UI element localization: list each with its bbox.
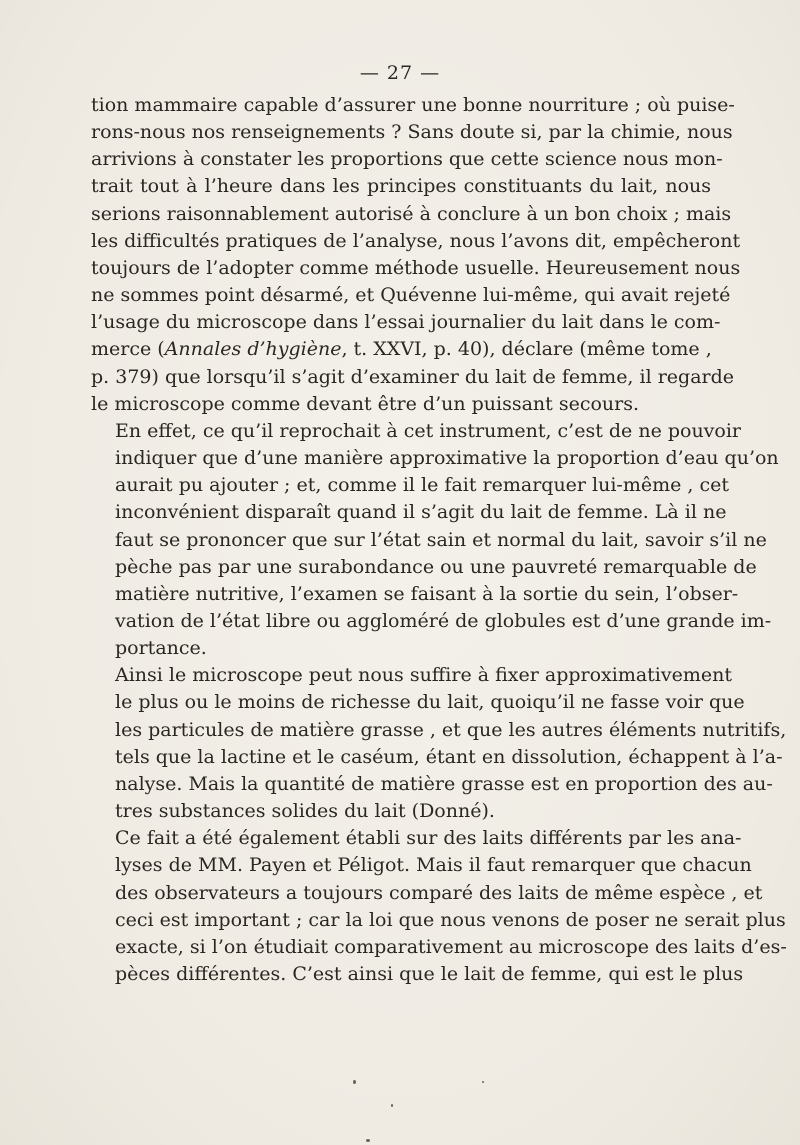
text-line: pèces différentes. C’est ainsi que le lait de femme, qui est le plus	[115, 963, 744, 985]
paragraph	[91, 662, 787, 825]
text-line: l’usage du microscope dans l’essai journalier du lait dans le com-	[91, 311, 721, 334]
journal-title: Annales d’hygiène	[164, 338, 342, 361]
text-line: faut se prononcer que sur l’état sain et normal du lait, savoir s’il ne	[115, 528, 767, 551]
text-line: ne sommes point désarmé, et Quévenne lui-même, qui avait rejeté	[91, 284, 731, 307]
page-number: — 27 —	[359, 62, 441, 84]
text-line: ceci est important ; car la loi que nous venons de poser ne serait plus	[115, 908, 786, 931]
text-line: le plus ou le moins de richesse du lait, quoiqu’il ne fasse voir que	[115, 691, 745, 714]
text-line: toujours de l’adopter comme méthode usuelle. Heureusement nous	[91, 256, 741, 279]
paragraph	[91, 825, 787, 988]
text-line: merce (Annales d’hygiène, t. XXVI, p. 40), déclare (même tome ,	[91, 338, 712, 361]
paragraph	[91, 92, 741, 418]
text-line: p. 379) que lorsqu’il s’agit d’examiner du lait de femme, il regarde	[91, 365, 735, 388]
text-line: tres substances solides du lait (Donné).	[115, 800, 495, 823]
text-line: exacte, si l’on étudiait comparativement au microscope des laits d’es-	[115, 935, 787, 958]
text-line: trait tout à l’heure dans les principes constituants du lait, nous	[91, 175, 711, 198]
text-line: vation de l’état libre ou aggloméré de globules est d’une grande im-	[115, 609, 772, 632]
body-text	[91, 92, 787, 988]
ink-speck	[353, 1080, 356, 1084]
text-line: pèche pas par une surabondance ou une pauvreté remarquable de	[115, 555, 757, 578]
ink-speck	[482, 1081, 484, 1083]
text-line: arrivions à constater les proportions que cette science nous mon-	[91, 148, 723, 171]
text-line: inconvénient disparaît quand il s’agit du lait de femme. Là il ne	[115, 501, 727, 524]
text-line: Ce fait a été également établi sur des laits différents par les ana-	[115, 827, 742, 850]
ink-speck	[366, 1139, 370, 1142]
ink-speck	[391, 1104, 393, 1107]
text-line: tion mammaire capable d’assurer une bonne nourriture ; où puise-	[91, 94, 735, 116]
text-line: indiquer que d’une manière approximative la proportion d’eau qu’on	[115, 447, 779, 470]
text-line: Ainsi le microscope peut nous suffire à fixer approximativement	[115, 664, 732, 687]
text-line: le microscope comme devant être d’un puissant secours.	[91, 392, 640, 415]
text-line: les particules de matière grasse , et que les autres éléments nutritifs,	[115, 718, 787, 741]
text-line: portance.	[115, 637, 207, 660]
text-line: les difficultés pratiques de l’analyse, nous l’avons dit, empêcheront	[91, 229, 741, 252]
text-line: serions raisonnablement autorisé à conclure à un bon choix ; mais	[91, 202, 732, 225]
text-line: matière nutritive, l’examen se faisant à la sortie du sein, l’obser-	[115, 582, 739, 605]
text-line: lyses de MM. Payen et Péligot. Mais il faut remarquer que chacun	[115, 854, 752, 877]
text-line: En effet, ce qu’il reprochait à cet instrument, c’est de ne pouvoir	[115, 419, 742, 442]
text-line: tels que la lactine et le caséum, étant en dissolution, échappent à l’a-	[115, 745, 783, 768]
paragraph	[91, 418, 779, 662]
text-line: rons-nous nos renseignements ? Sans doute si, par la chimie, nous	[91, 121, 733, 144]
text-line: aurait pu ajouter ; et, comme il le fait remarquer lui-même , cet	[115, 474, 730, 497]
text-line: nalyse. Mais la quantité de matière grasse est en proportion des au-	[115, 772, 773, 795]
text-line: des observateurs a toujours comparé des laits de même espèce , et	[115, 881, 763, 904]
